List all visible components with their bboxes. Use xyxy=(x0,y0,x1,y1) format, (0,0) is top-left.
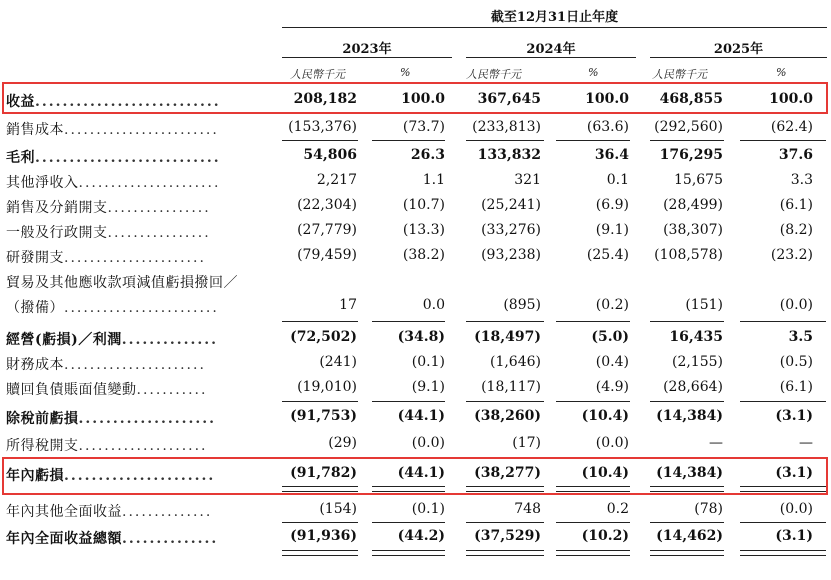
cell-value: (10.2) xyxy=(581,528,629,544)
cell-value: 321 xyxy=(514,172,541,188)
cell-value: (292,560) xyxy=(654,119,723,135)
leader-dots: .................... xyxy=(78,438,208,454)
cell-value: 367,645 xyxy=(477,91,541,107)
row-label-text: 贖回負債賬面值變動 xyxy=(6,382,137,398)
year-2024: 2024年 xyxy=(526,42,576,57)
row-label xyxy=(6,354,206,374)
cell-value: (10.4) xyxy=(581,408,629,424)
row-label-text: （撥備） xyxy=(6,300,64,316)
row-label-text: 收益 xyxy=(6,94,35,110)
single-rule xyxy=(650,522,724,523)
leader-dots: ...................... xyxy=(64,250,206,266)
row-label xyxy=(6,501,212,521)
leader-dots: ........... xyxy=(136,382,208,398)
double-rule xyxy=(556,550,630,556)
row-label xyxy=(6,197,211,217)
single-rule xyxy=(740,321,826,322)
row-label-text: 年內全面收益總額 xyxy=(6,531,122,547)
row-label-text: 研發開支 xyxy=(6,250,64,266)
row-label xyxy=(6,272,238,292)
cell-value: 26.3 xyxy=(410,147,445,163)
cell-value: (62.4) xyxy=(770,119,813,135)
cell-value: (9.1) xyxy=(411,379,445,395)
cell-value: (4.9) xyxy=(595,379,629,395)
cell-value: (29) xyxy=(328,435,357,451)
period-underline xyxy=(282,27,827,28)
single-rule xyxy=(740,140,826,141)
single-rule xyxy=(740,522,826,523)
cell-value: (18,117) xyxy=(481,379,541,395)
cell-value: (33,276) xyxy=(481,222,541,238)
table-row xyxy=(0,376,831,400)
highlight-revenue-box xyxy=(2,82,828,114)
table-row xyxy=(0,244,831,268)
double-rule xyxy=(372,550,445,556)
row-label xyxy=(6,172,220,192)
row-label-text: 其他淨收入 xyxy=(6,175,79,191)
cell-value: 16,435 xyxy=(669,329,723,345)
row-label xyxy=(6,408,216,428)
cell-value: (0.0) xyxy=(595,435,629,451)
cell-value: 100.0 xyxy=(585,91,629,107)
row-label-text: 貿易及其他應收款項減值虧損撥回／ xyxy=(6,275,238,291)
row-label xyxy=(6,147,221,167)
unit-label: % xyxy=(400,66,411,79)
cell-value: 133,832 xyxy=(477,147,541,163)
cell-value: (154) xyxy=(319,501,357,517)
leader-dots: .............. xyxy=(121,332,218,348)
single-rule xyxy=(556,522,630,523)
cell-value: (91,936) xyxy=(290,528,357,544)
single-rule xyxy=(650,140,724,141)
cell-value: (0.1) xyxy=(411,354,445,370)
cell-value: (37,529) xyxy=(474,528,541,544)
single-rule xyxy=(282,401,358,402)
cell-value: (44.2) xyxy=(397,528,445,544)
cell-value: (13.3) xyxy=(402,222,445,238)
row-label xyxy=(6,435,208,455)
cell-value: (895) xyxy=(503,297,541,313)
cell-value: (91,782) xyxy=(290,465,357,481)
table-row xyxy=(0,525,831,549)
cell-value: 54,806 xyxy=(303,147,357,163)
single-rule xyxy=(282,140,358,141)
leader-dots: ........................... xyxy=(35,94,221,110)
row-label xyxy=(6,119,219,139)
cell-value: (10.7) xyxy=(402,197,445,213)
row-label xyxy=(6,528,218,548)
cell-value: (10.4) xyxy=(581,465,629,481)
row-label xyxy=(6,329,218,349)
cell-value: — xyxy=(709,435,723,451)
cell-value: (0.0) xyxy=(411,435,445,451)
unit-label: % xyxy=(588,66,599,79)
cell-value: (38,277) xyxy=(474,465,541,481)
cell-value: (6.9) xyxy=(595,197,629,213)
row-label xyxy=(6,379,207,399)
leader-dots: .............. xyxy=(122,531,219,547)
period-header: 截至12月31日止年度 xyxy=(490,10,619,25)
table-row xyxy=(0,194,831,218)
leader-dots: ...................... xyxy=(78,175,221,191)
cell-value: (72,502) xyxy=(290,329,357,345)
unit-label: % xyxy=(776,66,787,79)
single-rule xyxy=(372,140,445,141)
table-row xyxy=(0,405,831,429)
cell-value: (91,753) xyxy=(290,408,357,424)
cell-value: 15,675 xyxy=(674,172,723,188)
unit-label: 人民幣千元 xyxy=(652,68,707,81)
cell-value: (14,384) xyxy=(656,465,723,481)
single-rule xyxy=(466,522,544,523)
cell-value: 3.5 xyxy=(788,329,813,345)
year-underline xyxy=(650,57,827,58)
single-rule xyxy=(650,401,724,402)
cell-value: (34.8) xyxy=(397,329,445,345)
table-row xyxy=(0,269,831,293)
year-2025: 2025年 xyxy=(713,42,764,57)
table-row xyxy=(0,219,831,243)
cell-value: (25.4) xyxy=(586,247,629,263)
cell-value: (63.6) xyxy=(586,119,629,135)
cell-value: (233,813) xyxy=(472,119,541,135)
table-row xyxy=(0,169,831,193)
cell-value: 748 xyxy=(514,501,541,517)
year-underline xyxy=(282,57,452,58)
cell-value: 0.1 xyxy=(606,172,629,188)
table-row xyxy=(0,326,831,350)
cell-value: (3.1) xyxy=(775,528,813,544)
row-label-text: 財務成本 xyxy=(6,357,64,373)
cell-value: (151) xyxy=(685,297,723,313)
double-rule xyxy=(282,550,358,556)
single-rule xyxy=(556,321,630,322)
single-rule xyxy=(466,140,544,141)
cell-value: (8.2) xyxy=(779,222,813,238)
row-label-text: 銷售成本 xyxy=(6,122,64,138)
unit-label: 人民幣千元 xyxy=(466,68,521,81)
cell-value: (28,499) xyxy=(663,197,723,213)
cell-value: (79,459) xyxy=(297,247,357,263)
single-rule xyxy=(282,321,358,322)
leader-dots: ........................... xyxy=(35,150,221,166)
cell-value: (25,241) xyxy=(481,197,541,213)
highlight-loss-box xyxy=(2,457,828,495)
cell-value: (17) xyxy=(512,435,541,451)
row-label-text: 年內虧損 xyxy=(6,468,64,484)
single-rule xyxy=(372,522,445,523)
cell-value: (1,646) xyxy=(489,354,541,370)
cell-value: (153,376) xyxy=(288,119,357,135)
single-rule xyxy=(556,401,630,402)
row-label-text: 銷售及分銷開支 xyxy=(6,200,108,216)
table-row xyxy=(0,432,831,456)
single-rule xyxy=(740,401,826,402)
cell-value: (27,779) xyxy=(297,222,357,238)
single-rule xyxy=(372,401,445,402)
table-row xyxy=(0,294,831,318)
leader-dots: ................ xyxy=(107,225,211,241)
cell-value: 2,217 xyxy=(316,172,357,188)
cell-value: (0.0) xyxy=(779,297,813,313)
cell-value: (78) xyxy=(694,501,723,517)
cell-value: (19,010) xyxy=(297,379,357,395)
cell-value: (22,304) xyxy=(297,197,357,213)
cell-value: 36.4 xyxy=(594,147,629,163)
cell-value: (14,384) xyxy=(656,408,723,424)
single-rule xyxy=(282,522,358,523)
cell-value: (93,238) xyxy=(481,247,541,263)
cell-value: (5.0) xyxy=(591,329,629,345)
row-label-text: 除稅前虧損 xyxy=(6,411,79,427)
cell-value: (14,462) xyxy=(656,528,723,544)
cell-value: (28,664) xyxy=(663,379,723,395)
year-underline xyxy=(466,57,636,58)
leader-dots: ........................ xyxy=(64,300,219,316)
double-rule xyxy=(466,550,544,556)
cell-value: (0.1) xyxy=(411,501,445,517)
single-rule xyxy=(372,321,445,322)
cell-value: (0.2) xyxy=(595,297,629,313)
row-label xyxy=(6,297,219,317)
row-label-text: 年內其他全面收益 xyxy=(6,504,122,520)
cell-value: (0.0) xyxy=(779,501,813,517)
cell-value: 37.6 xyxy=(778,147,813,163)
cell-value: 100.0 xyxy=(769,91,813,107)
cell-value: 3.3 xyxy=(790,172,813,188)
cell-value: (38,307) xyxy=(663,222,723,238)
single-rule xyxy=(556,140,630,141)
cell-value: (73.7) xyxy=(402,119,445,135)
double-rule xyxy=(650,550,724,556)
single-rule xyxy=(466,321,544,322)
row-label xyxy=(6,222,211,242)
cell-value: (38,260) xyxy=(474,408,541,424)
cell-value: (6.1) xyxy=(779,379,813,395)
single-rule xyxy=(650,321,724,322)
single-rule xyxy=(466,401,544,402)
cell-value: 176,295 xyxy=(659,147,723,163)
cell-value: 17 xyxy=(339,297,357,313)
cell-value: (38.2) xyxy=(402,247,445,263)
cell-value: 468,855 xyxy=(659,91,723,107)
year-2023: 2023年 xyxy=(342,42,392,57)
cell-value: (44.1) xyxy=(397,465,445,481)
cell-value: 0.2 xyxy=(606,501,629,517)
cell-value: (44.1) xyxy=(397,408,445,424)
cell-value: (9.1) xyxy=(595,222,629,238)
row-label-text: 毛利 xyxy=(6,150,35,166)
row-label-text: 經營(虧損)／利潤 xyxy=(6,332,122,348)
table-row xyxy=(0,116,831,140)
row-label-text: 所得稅開支 xyxy=(6,438,79,454)
cell-value: 0.0 xyxy=(422,297,445,313)
cell-value: 1.1 xyxy=(422,172,445,188)
cell-value: (23.2) xyxy=(770,247,813,263)
leader-dots: .................... xyxy=(78,411,216,427)
cell-value: (18,497) xyxy=(474,329,541,345)
leader-dots: .............. xyxy=(122,504,213,520)
cell-value: 208,182 xyxy=(293,91,357,107)
cell-value: (0.5) xyxy=(779,354,813,370)
leader-dots: ........................ xyxy=(64,122,219,138)
cell-value: 100.0 xyxy=(401,91,445,107)
cell-value: (3.1) xyxy=(775,408,813,424)
cell-value: (241) xyxy=(319,354,357,370)
unit-label: 人民幣千元 xyxy=(290,68,345,81)
table-row xyxy=(0,351,831,375)
table-row xyxy=(0,498,831,522)
double-rule xyxy=(740,550,826,556)
cell-value: (2,155) xyxy=(671,354,723,370)
row-label-text: 一般及行政開支 xyxy=(6,225,108,241)
leader-dots: ................ xyxy=(107,200,211,216)
table-row xyxy=(0,144,831,168)
leader-dots: ...................... xyxy=(64,468,216,484)
cell-value: (6.1) xyxy=(779,197,813,213)
cell-value: (3.1) xyxy=(775,465,813,481)
row-label xyxy=(6,247,206,267)
leader-dots: ...................... xyxy=(64,357,206,373)
cell-value: — xyxy=(799,435,813,451)
cell-value: (0.4) xyxy=(595,354,629,370)
cell-value: (108,578) xyxy=(654,247,723,263)
